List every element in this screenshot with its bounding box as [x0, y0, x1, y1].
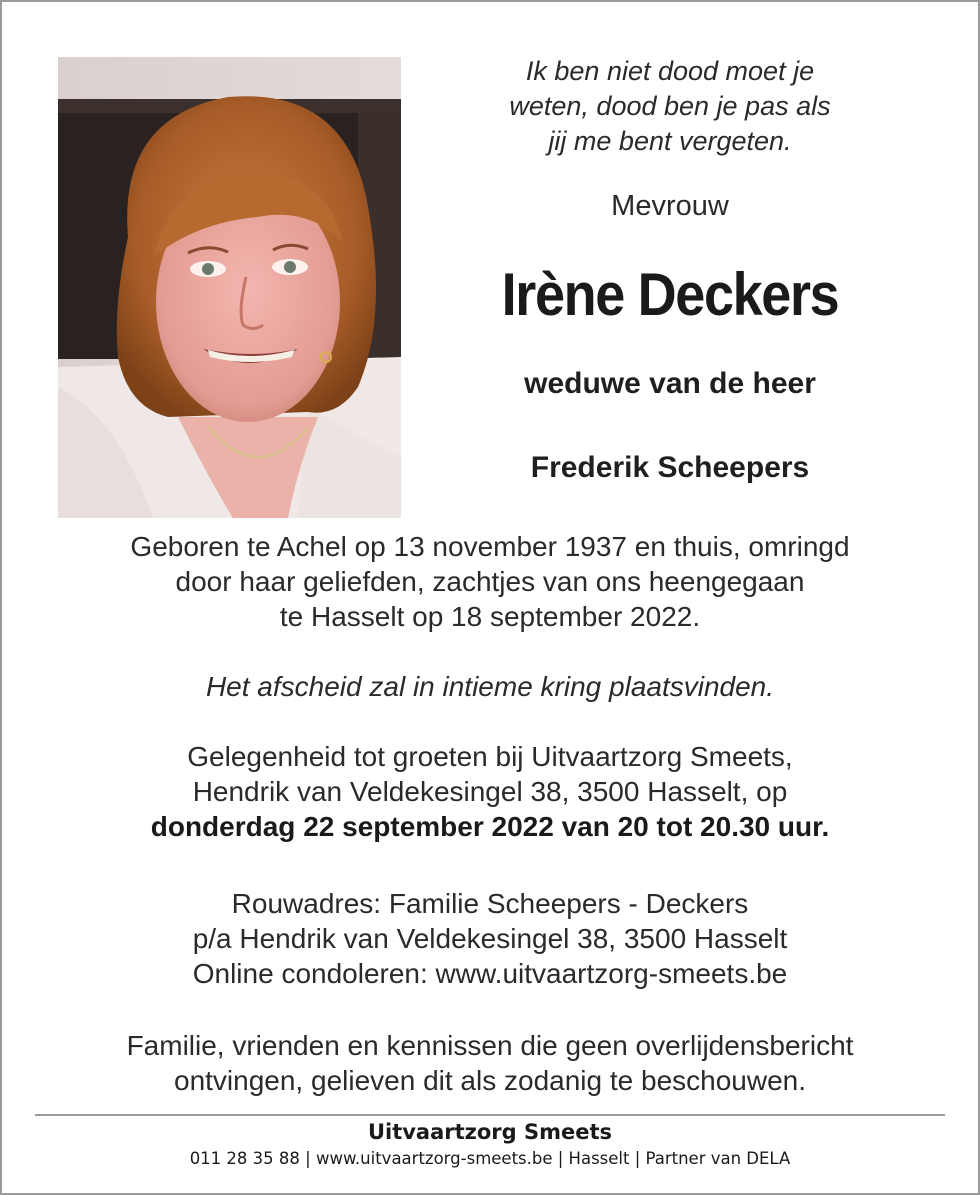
- portrait-photo: [58, 57, 401, 518]
- funeral-home-contact: 011 28 35 88 | www.uitvaartzorg-smeets.be | Hasselt | Partner van DELA: [189, 1149, 791, 1168]
- text-line: Online condoleren: www.uitvaartzorg-smeets.be: [192, 958, 788, 989]
- visitation-datetime: donderdag 22 september 2022 van 20 tot 20.30 uur.: [150, 811, 830, 842]
- verse-line: jij me bent vergeten.: [548, 126, 792, 156]
- funeral-home-name: Uitvaartzorg Smeets: [367, 1120, 613, 1144]
- text-line: te Hasselt op 18 september 2022.: [279, 601, 701, 632]
- widow-of-label: weduwe van de heer: [524, 367, 816, 400]
- husband-name: Frederik Scheepers: [530, 451, 810, 484]
- text-line: door haar geliefden, zachtjes van ons heengegaan: [175, 566, 805, 597]
- verse-line: Ik ben niet dood moet je: [525, 56, 815, 86]
- memorial-verse: [470, 54, 870, 159]
- footer-divider: [35, 1114, 945, 1116]
- text-line: Gelegenheid tot groeten bij Uitvaartzorg Smeets,: [187, 741, 793, 772]
- notice-text: [40, 1028, 940, 1098]
- verse-line: weten, dood ben je pas als: [509, 91, 831, 121]
- birth-death-info: [40, 529, 940, 634]
- text-line: Geboren te Achel op 13 november 1937 en thuis, omringd: [130, 531, 850, 562]
- text-line: Hendrik van Veldekesingel 38, 3500 Hasselt, op: [192, 776, 788, 807]
- text-line: ontvingen, gelieven dit als zodanig te beschouwen.: [174, 1065, 806, 1096]
- honorific-title: Mevrouw: [611, 190, 729, 222]
- text-line: Rouwadres: Familie Scheepers - Deckers: [231, 888, 749, 919]
- deceased-name: Irène Deckers: [501, 261, 839, 328]
- text-line: p/a Hendrik van Veldekesingel 38, 3500 Hasselt: [192, 923, 788, 954]
- farewell-note: Het afscheid zal in intieme kring plaatsvinden.: [205, 671, 775, 702]
- text-line: Familie, vrienden en kennissen die geen overlijdensbericht: [126, 1030, 854, 1061]
- visitation-info: [40, 739, 940, 844]
- mourning-address: [40, 886, 940, 991]
